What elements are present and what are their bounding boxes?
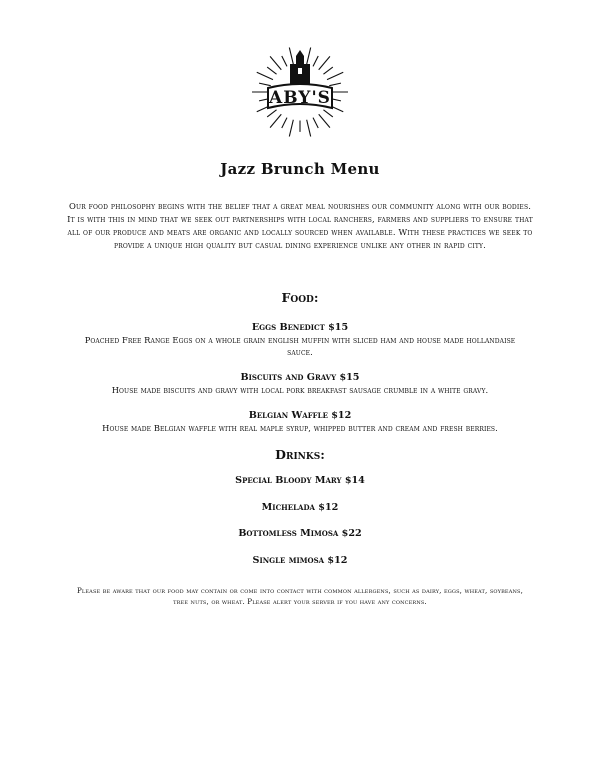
menu-item xyxy=(60,321,540,358)
menu-item xyxy=(60,371,540,396)
food-heading: Food: xyxy=(281,290,319,305)
drink-item: Michelada $12 xyxy=(261,502,339,513)
item-name: Belgian Waffle $12 xyxy=(248,410,352,421)
item-name: Biscuits and Gravy $15 xyxy=(240,372,360,383)
drink-item: Single mimosa $12 xyxy=(252,555,348,566)
logo-text: ABY'S xyxy=(269,88,331,108)
allergen-notice: Please be aware that our food may contain or come into contact with common allergens, such as dairy, eggs, wheat, soybeans, tree nuts, or wheat. Please alert your server if you have any concerns. xyxy=(76,586,524,606)
drink-item: Bottomless Mimosa $22 xyxy=(238,528,362,539)
item-desc: House made Belgian waffle with real maple syrup, whipped butter and cream and fresh berries. xyxy=(102,423,498,433)
abys-logo xyxy=(250,30,350,138)
page-title: Jazz Brunch Menu xyxy=(220,160,380,178)
drinks-heading: Drinks: xyxy=(275,447,325,462)
item-name: Eggs Benedict $15 xyxy=(251,322,349,333)
item-desc: House made biscuits and gravy with local pork breakfast sausage crumble in a white gravy. xyxy=(111,385,489,395)
intro-paragraph: Our food philosophy begins with the belief that a great meal nourishes our community along with our bodies. It is with this in mind that we seek out partnerships with local ranchers, farmers and suppliers to ensure that all of our produce and meats are organic and locally sourced when available. With these practices we seek to provide a unique high quality but casual dining experience unlike any other in rapid city. xyxy=(67,201,533,250)
item-desc: Poached Free Range Eggs on a whole grain english muffin with sliced ham and house made hollandaise sauce. xyxy=(84,335,516,357)
drink-item: Special Bloody Mary $14 xyxy=(235,475,365,486)
sunburst-logo-icon xyxy=(250,30,350,138)
menu-item xyxy=(20,409,580,434)
